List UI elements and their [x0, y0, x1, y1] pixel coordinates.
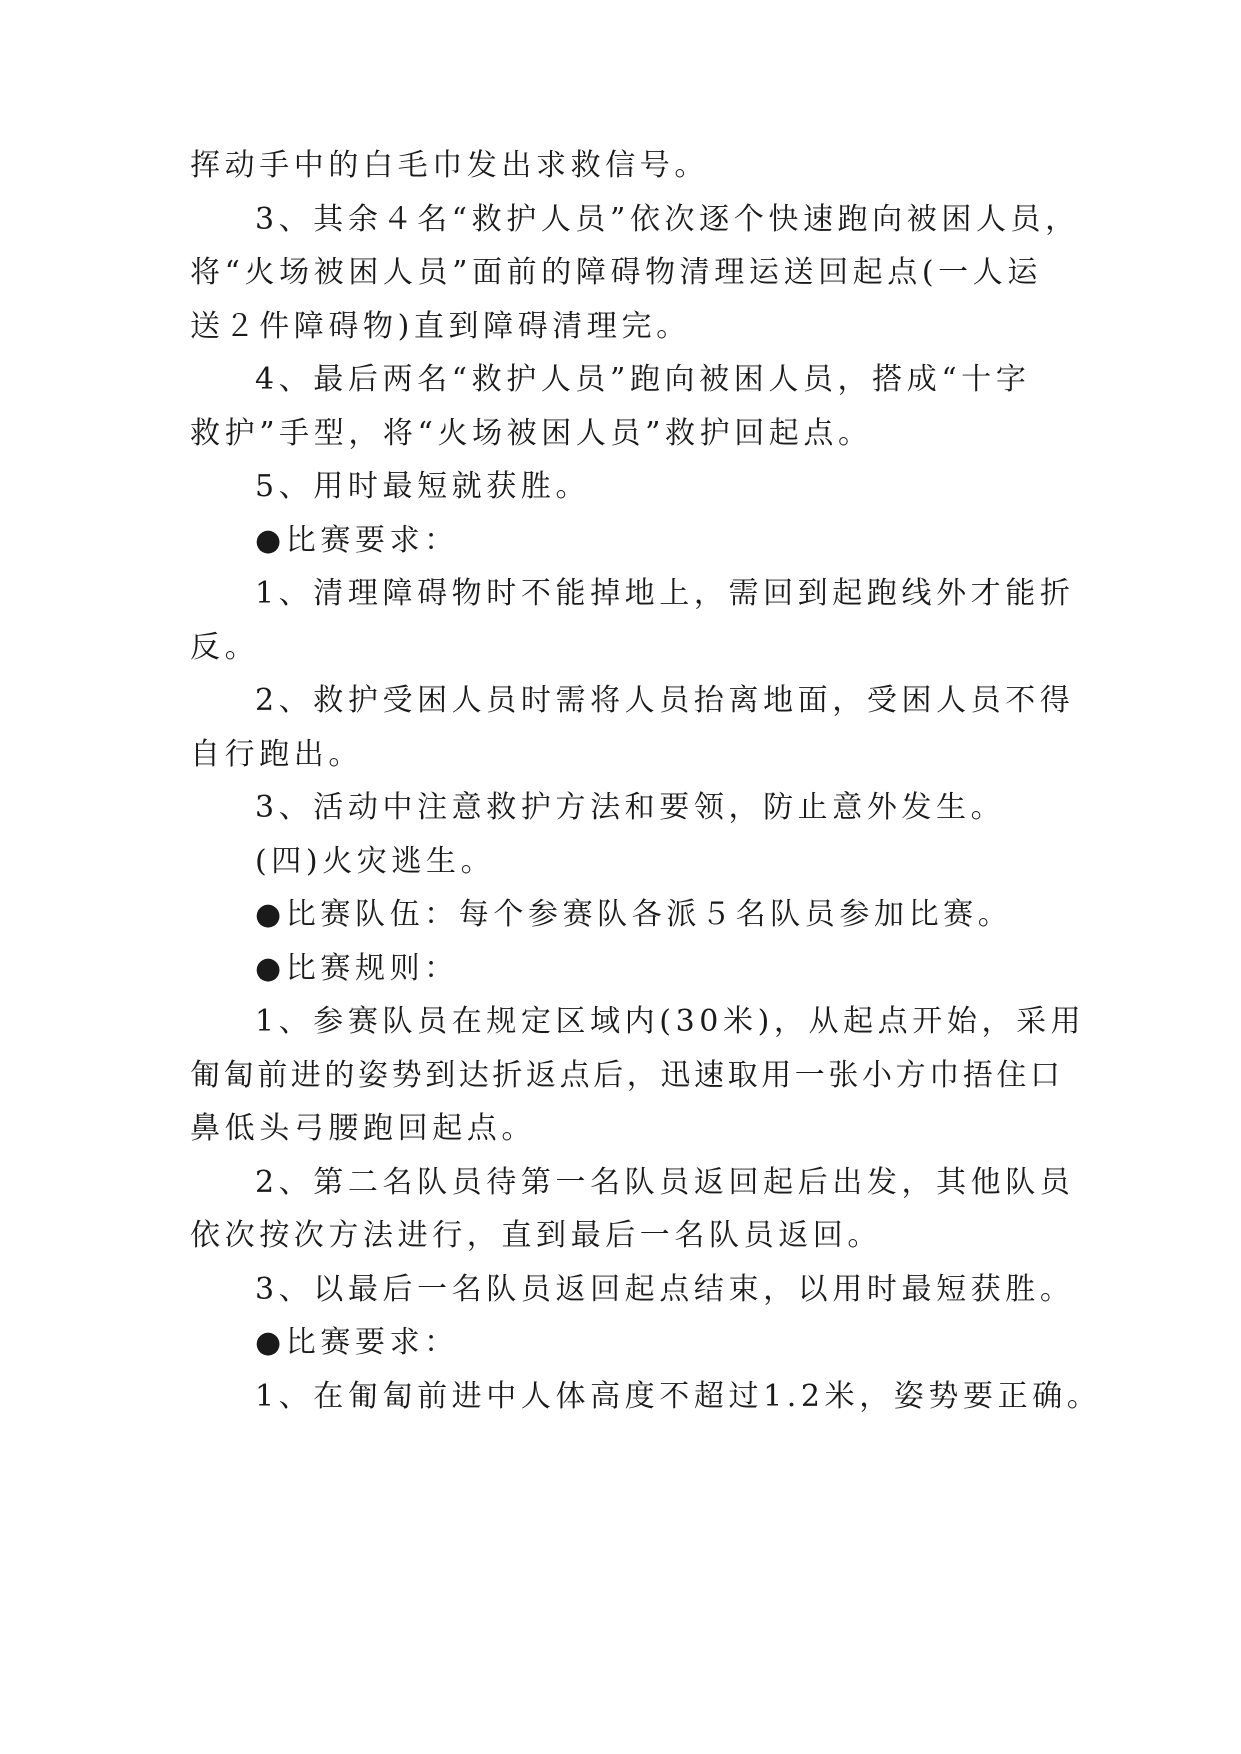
- text-line: 鼻低头弓腰跑回起点。: [190, 1111, 536, 1146]
- text-line: 匍匐前进的姿势到达折返点后，迅速取用一张小方巾捂住口: [190, 1058, 1064, 1093]
- text-line: 2、救护受困人员时需将人员抬离地面，受困人员不得: [255, 683, 1075, 718]
- text-line: 1、清理障碍物时不能掉地上，需回到起跑线外才能折: [255, 576, 1075, 611]
- text-line: 2、第二名队员待第一名队员返回起后出发，其他队员: [255, 1165, 1075, 1200]
- section-heading: ●比赛要求：: [255, 1325, 459, 1360]
- text-line: 4、最后两名“救护人员”跑向被困人员，搭成“十字: [255, 362, 1031, 397]
- section-heading: ●比赛规则：: [255, 951, 459, 986]
- text-line: 自行跑出。: [190, 737, 363, 772]
- text-line: 5、用时最短就获胜。: [255, 469, 591, 504]
- text-line: 将“火场被困人员”面前的障碍物清理运送回起点(一人运: [190, 255, 1042, 290]
- text-line: 3、活动中注意救护方法和要领，防止意外发生。: [255, 790, 1006, 825]
- text-line: 挥动手中的白毛巾发出求救信号。: [190, 148, 709, 183]
- text-line: 救护”手型，将“火场被困人员”救护回起点。: [190, 416, 873, 451]
- text-line: 依次按次方法进行，直到最后一名队员返回。: [190, 1218, 882, 1253]
- text-line: 1、参赛队员在规定区域内(30米)，从起点开始，采用: [255, 1004, 1086, 1039]
- text-line: 3、其余４名“救护人员”依次逐个快速跑向被困人员，: [255, 202, 1080, 237]
- section-heading: ●比赛要求：: [255, 523, 459, 558]
- text-line: 3、以最后一名队员返回起点结束，以用时最短获胜。: [255, 1272, 1075, 1307]
- section-heading: (四)火灾逃生。: [255, 844, 496, 879]
- section-heading: ●比赛队伍：每个参赛队各派５名队员参加比赛。: [255, 897, 1013, 932]
- text-line: 送２件障碍物)直到障碍清理完。: [190, 309, 691, 344]
- text-line: 反。: [190, 630, 260, 665]
- text-line: 1、在匍匐前进中人体高度不超过1.2米，姿势要正确。: [255, 1379, 1102, 1414]
